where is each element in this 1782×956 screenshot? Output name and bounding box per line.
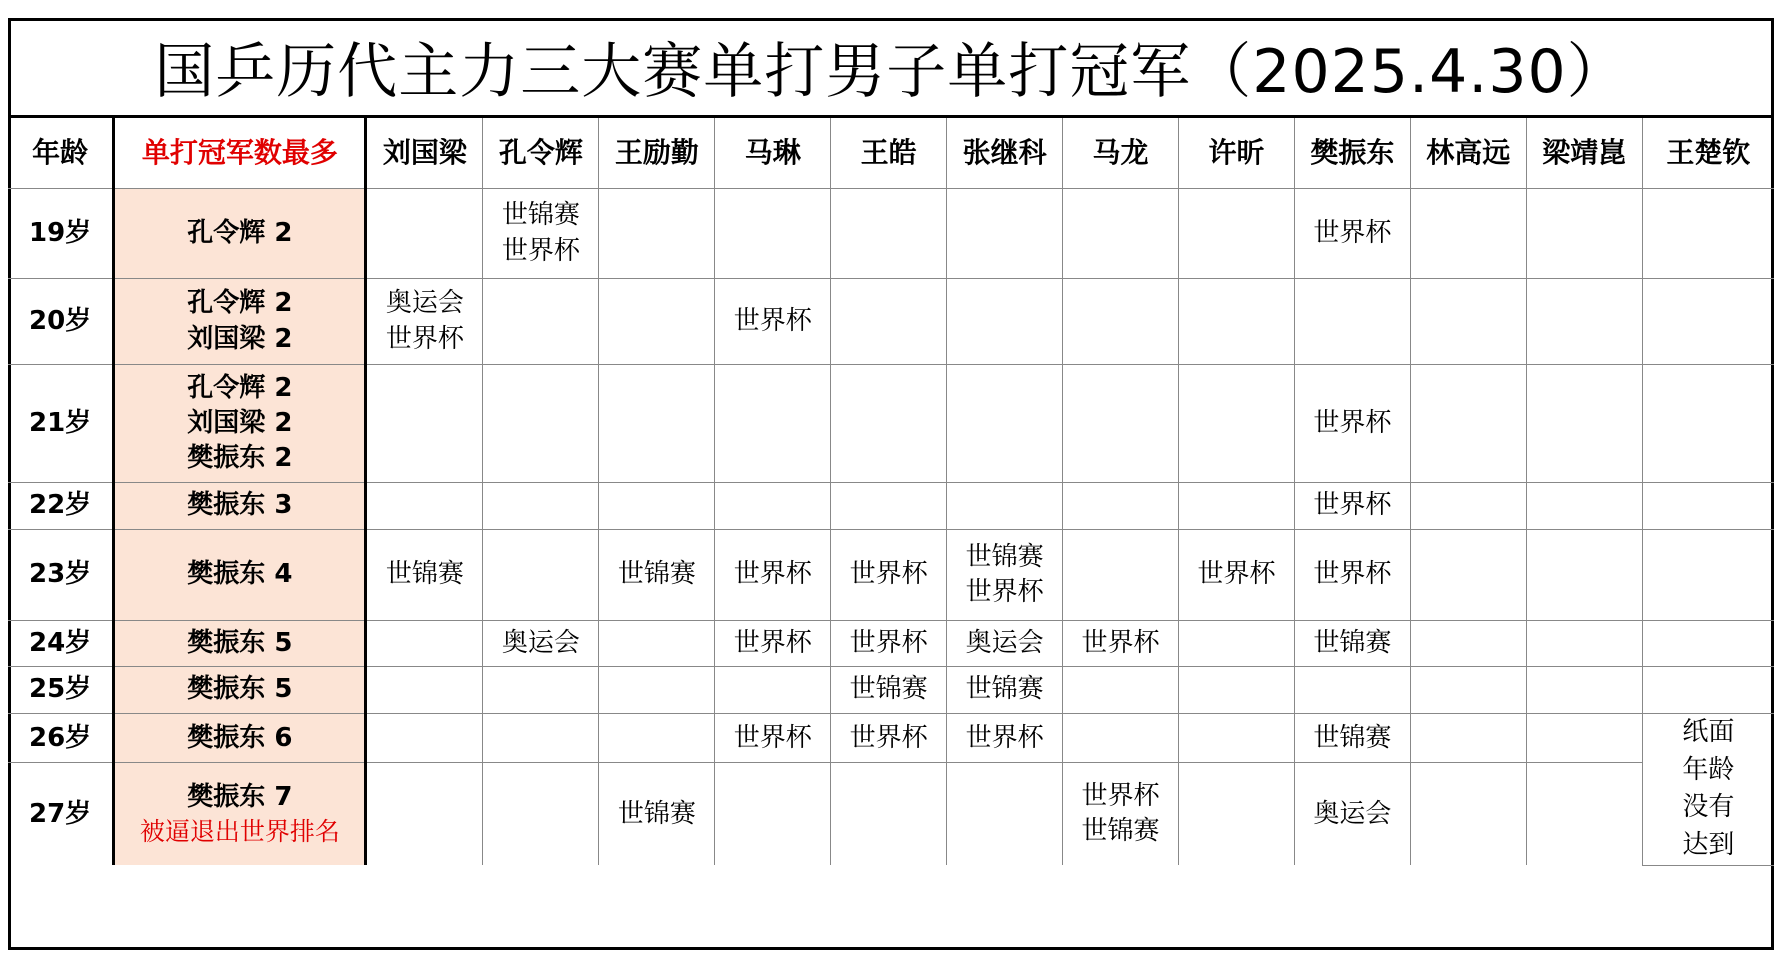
title-cell	[599, 667, 715, 714]
title-entry: 世界杯	[849, 722, 928, 753]
age-cell: 20岁	[8, 279, 114, 365]
title-cell	[1642, 483, 1774, 530]
title-cell	[366, 483, 483, 530]
title-entry: 世界杯	[733, 627, 812, 658]
header-player: 马琳	[715, 118, 831, 189]
title-cell	[831, 714, 947, 763]
header-player: 王皓	[831, 118, 947, 189]
age-cell: 19岁	[8, 189, 114, 279]
header-player: 林高远	[1410, 118, 1526, 189]
most-titles-entry: 樊振东 2	[187, 443, 293, 474]
title-cell	[483, 763, 599, 866]
title-entry: 世界杯	[1081, 781, 1160, 812]
note-line: 纸面	[1682, 717, 1735, 747]
table-row	[8, 714, 1774, 763]
title-entry: 世界杯	[1313, 559, 1392, 590]
title-cell	[599, 530, 715, 621]
title-cell	[1063, 621, 1179, 667]
title-cell	[483, 621, 599, 667]
title-entry: 世界杯	[965, 722, 1044, 753]
title-cell	[483, 714, 599, 763]
title-cell	[1642, 530, 1774, 621]
most-titles-entry: 孔令辉 2	[187, 372, 293, 403]
title-cell	[366, 763, 483, 866]
most-titles-cell	[114, 279, 366, 365]
title-cell	[1063, 530, 1179, 621]
title-entry: 世界杯	[1313, 407, 1392, 438]
title-entry: 世界杯	[501, 235, 580, 266]
title-entry: 奥运会	[1313, 798, 1392, 829]
title-cell	[1178, 279, 1294, 365]
title-cell	[483, 483, 599, 530]
title-cell	[831, 763, 947, 866]
title-cell	[483, 667, 599, 714]
title-cell	[1526, 714, 1642, 763]
title-cell	[1294, 279, 1410, 365]
title-cell	[947, 714, 1063, 763]
title-cell	[831, 621, 947, 667]
title-cell	[366, 530, 483, 621]
title-cell	[1294, 667, 1410, 714]
title-entry: 奥运会	[385, 288, 464, 319]
title-cell	[1410, 621, 1526, 667]
most-titles-cell	[114, 189, 366, 279]
title-cell	[599, 189, 715, 279]
most-titles-cell	[114, 365, 366, 483]
title-cell	[715, 483, 831, 530]
title-cell	[947, 530, 1063, 621]
age-cell: 26岁	[8, 714, 114, 763]
note-line: 年龄	[1682, 754, 1735, 785]
age-cell: 24岁	[8, 621, 114, 667]
table-row	[8, 279, 1774, 365]
title-entry: 世界杯	[733, 305, 812, 336]
most-titles-cell	[114, 483, 366, 530]
title-cell	[1063, 714, 1179, 763]
title-cell	[1526, 189, 1642, 279]
title-cell	[366, 279, 483, 365]
most-titles-entry: 孔令辉 2	[187, 288, 293, 319]
title-cell	[599, 483, 715, 530]
title-cell	[715, 189, 831, 279]
age-cell: 21岁	[8, 365, 114, 483]
title-entry: 世锦赛	[617, 559, 696, 590]
title-entry: 世锦赛	[385, 559, 464, 590]
most-titles-entry: 孔令辉 2	[187, 217, 293, 248]
title-cell	[715, 763, 831, 866]
title-cell	[1410, 189, 1526, 279]
title-cell	[947, 189, 1063, 279]
header-player: 梁靖崑	[1526, 118, 1642, 189]
title-cell	[831, 365, 947, 483]
title-cell	[1178, 621, 1294, 667]
most-titles-entry: 樊振东 7	[187, 781, 293, 812]
header-player: 张继科	[947, 118, 1063, 189]
title-cell	[831, 667, 947, 714]
title-cell	[715, 365, 831, 483]
table-row	[8, 763, 1774, 866]
title-cell	[483, 530, 599, 621]
title-entry: 世锦赛	[965, 541, 1044, 572]
title-cell	[1526, 530, 1642, 621]
title-entry: 世锦赛	[501, 200, 580, 231]
title-cell	[1294, 483, 1410, 530]
table-row	[8, 189, 1774, 279]
title-entry: 世界杯	[965, 577, 1044, 607]
title-cell	[1063, 279, 1179, 365]
age-cell: 22岁	[8, 483, 114, 530]
header-player: 孔令辉	[483, 118, 599, 189]
title-cell	[947, 763, 1063, 866]
title-cell	[1178, 714, 1294, 763]
title-cell	[599, 763, 715, 866]
title-cell	[1410, 365, 1526, 483]
title-cell	[831, 279, 947, 365]
age-not-reached-note	[1642, 714, 1774, 866]
most-titles-cell	[114, 763, 366, 866]
title-cell	[599, 714, 715, 763]
title-cell	[1642, 189, 1774, 279]
title-cell	[1178, 530, 1294, 621]
title-cell	[1642, 621, 1774, 667]
title-cell	[1526, 763, 1642, 866]
title-cell	[1063, 667, 1179, 714]
title-cell	[1526, 365, 1642, 483]
title-cell	[599, 279, 715, 365]
note-line: 没有	[1682, 792, 1735, 823]
header-most-titles: 单打冠军数最多	[114, 118, 366, 189]
most-titles-entry: 樊振东 3	[187, 490, 293, 521]
title-cell	[1526, 621, 1642, 667]
title-cell	[1526, 483, 1642, 530]
most-titles-entry: 刘国梁 2	[187, 407, 293, 438]
table-row	[8, 530, 1774, 621]
header-age: 年龄	[8, 118, 114, 189]
title-cell	[715, 279, 831, 365]
title-entry: 世界杯	[1081, 627, 1160, 658]
title-cell	[483, 189, 599, 279]
title-cell	[366, 667, 483, 714]
title-entry: 世界杯	[1313, 217, 1392, 248]
table-row	[8, 621, 1774, 667]
header-player: 王楚钦	[1642, 118, 1774, 189]
header-row	[8, 118, 1774, 189]
most-titles-cell	[114, 621, 366, 667]
age-cell: 23岁	[8, 530, 114, 621]
title-cell	[1642, 279, 1774, 365]
most-titles-entry: 樊振东 4	[187, 559, 293, 590]
title-cell	[1410, 483, 1526, 530]
title-cell	[599, 621, 715, 667]
title-cell	[947, 483, 1063, 530]
title-cell	[831, 483, 947, 530]
title-cell	[1294, 530, 1410, 621]
title-cell	[947, 279, 1063, 365]
most-titles-entry: 刘国梁 2	[187, 323, 293, 354]
table-row	[8, 667, 1774, 714]
title-cell	[483, 279, 599, 365]
header-player: 马龙	[1063, 118, 1179, 189]
table-row	[8, 483, 1774, 530]
title-cell	[1178, 763, 1294, 866]
title-cell	[1410, 279, 1526, 365]
title-cell	[831, 189, 947, 279]
title-entry: 世锦赛	[1081, 816, 1160, 847]
most-titles-entry: 樊振东 6	[187, 722, 293, 753]
title-cell	[1294, 763, 1410, 866]
title-cell	[1526, 667, 1642, 714]
title-entry: 世锦赛	[617, 798, 696, 829]
title-entry: 世锦赛	[849, 674, 928, 705]
title-cell	[1642, 667, 1774, 714]
title-cell	[366, 621, 483, 667]
title-cell	[1063, 483, 1179, 530]
title-entry: 世界杯	[733, 559, 812, 590]
title-cell	[947, 667, 1063, 714]
title-cell	[715, 621, 831, 667]
ranking-note: 被逼退出世界排名	[139, 816, 340, 846]
age-cell: 27岁	[8, 763, 114, 866]
age-cell: 25岁	[8, 667, 114, 714]
title-cell	[715, 714, 831, 763]
title-cell	[1294, 621, 1410, 667]
title-entry: 世界杯	[385, 323, 464, 354]
header-player: 樊振东	[1294, 118, 1410, 189]
header-player: 王励勤	[599, 118, 715, 189]
title-cell	[831, 530, 947, 621]
title-cell	[1642, 365, 1774, 483]
title-cell	[366, 365, 483, 483]
title-cell	[715, 667, 831, 714]
title-entry: 世界杯	[849, 627, 928, 658]
title-cell	[715, 530, 831, 621]
table-body	[8, 189, 1774, 866]
title-cell	[1410, 714, 1526, 763]
title-cell	[1063, 365, 1179, 483]
title-cell	[1526, 279, 1642, 365]
title-cell	[1294, 365, 1410, 483]
title-cell	[1178, 189, 1294, 279]
most-titles-cell	[114, 714, 366, 763]
most-titles-entry: 樊振东 5	[187, 674, 293, 705]
title-cell	[1063, 189, 1179, 279]
header-player: 许昕	[1178, 118, 1294, 189]
title-cell	[1410, 530, 1526, 621]
title-entry: 奥运会	[965, 627, 1044, 658]
title-cell	[366, 714, 483, 763]
most-titles-entry: 樊振东 5	[187, 627, 293, 658]
title-entry: 世界杯	[1313, 490, 1392, 521]
title-cell	[1410, 667, 1526, 714]
title-entry: 世界杯	[849, 559, 928, 590]
title-cell	[947, 621, 1063, 667]
most-titles-cell	[114, 667, 366, 714]
title-entry: 世锦赛	[1313, 722, 1392, 753]
title-cell	[1178, 667, 1294, 714]
title-cell	[483, 365, 599, 483]
title-entry: 世界杯	[1197, 559, 1276, 590]
title-entry: 世锦赛	[1313, 627, 1392, 658]
title-cell	[947, 365, 1063, 483]
most-titles-cell	[114, 530, 366, 621]
title-cell	[1063, 763, 1179, 866]
page-title: 国乒历代主力三大赛单打男子单打冠军（2025.4.30）	[8, 18, 1774, 118]
title-entry: 世锦赛	[965, 674, 1044, 705]
champions-table	[8, 118, 1774, 866]
title-cell	[1294, 189, 1410, 279]
header-player: 刘国梁	[366, 118, 483, 189]
note-line: 达到	[1682, 830, 1735, 861]
title-cell	[1178, 365, 1294, 483]
title-cell	[1294, 714, 1410, 763]
title-cell	[1178, 483, 1294, 530]
title-cell	[1410, 763, 1526, 866]
title-entry: 世界杯	[733, 722, 812, 753]
title-cell	[366, 189, 483, 279]
title-cell	[599, 365, 715, 483]
title-entry: 奥运会	[501, 627, 580, 658]
table-row	[8, 365, 1774, 483]
